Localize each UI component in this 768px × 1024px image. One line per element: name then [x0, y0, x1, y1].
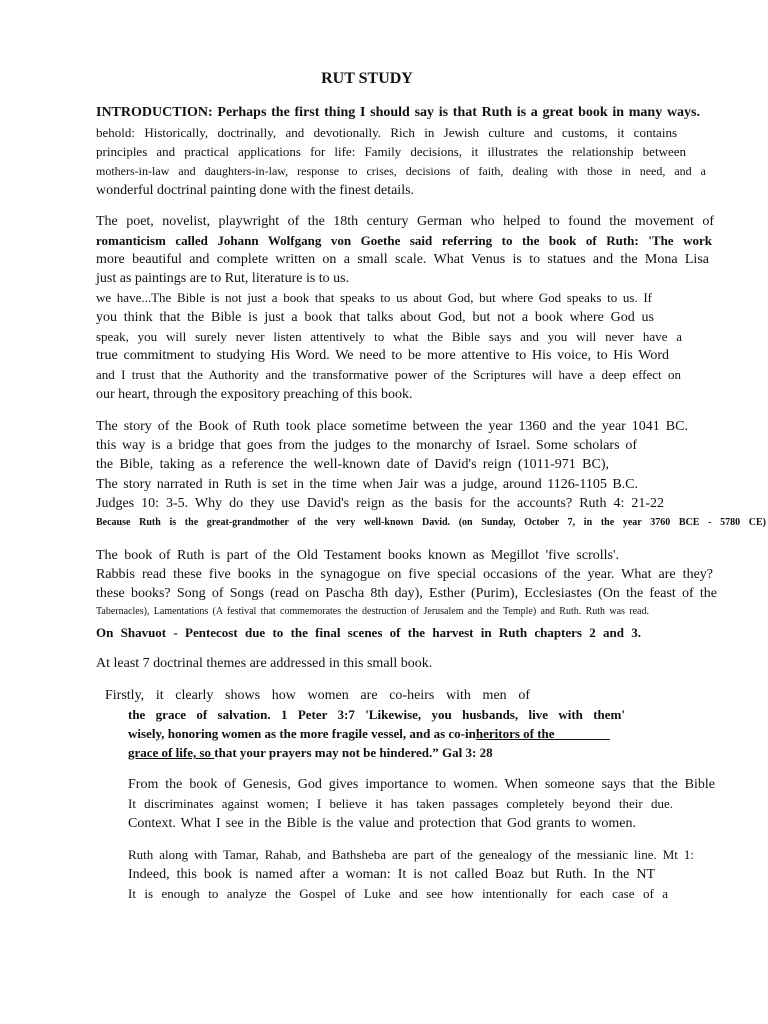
- genealogy-line-2: Indeed, this book is named after a woman: It is not called Boaz but Ruth. In the NT: [128, 867, 655, 882]
- themes-intro: At least 7 doctrinal themes are addressed in this small book.: [96, 656, 433, 671]
- megillot-line-3: these books? Song of Songs (read on Pascha 8th day), Esther (Purim), Ecclesiastes (On the feast of the: [96, 586, 717, 601]
- firstly-line-1: Firstly, it clearly shows how women are co-heirs with men of: [105, 688, 530, 703]
- firstly-line-3-text: wisely, honoring women as the more fragile vessel, and as co-in: [128, 726, 476, 741]
- goethe-line-2: romanticism called Johann Wolfgang von Goethe said referring to the book of Ruth: 'The work: [96, 233, 712, 248]
- story-line-1: The story of the Book of Ruth took place sometime between the year 1360 and the year 1041 BC.: [96, 419, 688, 434]
- story-line-6: Because Ruth is the great-grandmother of the very well-known David. (on Sunday, October 7, in the year 3760 BCE - 5780 CE): [96, 517, 766, 528]
- goethe-line-9: and I trust that the Authority and the transformative power of the Scriptures will have a deep effect on: [96, 367, 681, 382]
- megillot-line-4: Tabernacles), Lamentations (A festival that commemorates the destruction of Jerusalem and the Temple) and Ruth. Ruth was read.: [96, 606, 649, 617]
- genealogy-line-1: Ruth along with Tamar, Rahab, and Bathsheba are part of the genealogy of the messianic line. Mt 1:: [128, 847, 694, 862]
- story-line-3: the Bible, taking as a reference the well-known date of David's reign (1011-971 BC),: [96, 457, 609, 472]
- firstly-line-4-underlined: grace of life, so: [128, 745, 215, 760]
- firstly-line-3: [128, 725, 610, 743]
- goethe-line-6: you think that the Bible is just a book that talks about God, but not a book where God us: [96, 310, 654, 325]
- firstly-line-2: the grace of salvation. 1 Peter 3:7 'Likewise, you husbands, live with them': [128, 707, 625, 722]
- goethe-line-3: more beautiful and complete written on a small scale. What Venus is to statues and the Mona Lisa: [96, 252, 709, 267]
- genealogy-line-3: It is enough to analyze the Gospel of Luke and see how intentionally for each case of a: [128, 886, 668, 901]
- intro-line-5: wonderful doctrinal painting done with the finest details.: [96, 183, 415, 198]
- goethe-line-7: speak, you will surely never listen attentively to what the Bible says and you will never have a: [96, 329, 682, 344]
- goethe-line-8: true commitment to studying His Word. We need to be more attentive to His voice, to His Word: [96, 348, 669, 363]
- story-line-5: Judges 10: 3-5. Why do they use David's reign as the basis for the accounts? Ruth 4: 21-22: [96, 496, 664, 511]
- goethe-line-1: The poet, novelist, playwright of the 18th century German who helped to found the movement of: [96, 214, 714, 229]
- firstly-line-4-text: that your prayers may not be hindered.” Gal 3: 28: [214, 745, 493, 760]
- firstly-line-4: [128, 744, 493, 762]
- intro-line-2: behold: Historically, doctrinally, and devotionally. Rich in Jewish culture and customs, it contains: [96, 125, 677, 140]
- firstly-line-3-underlined: heritors of the: [475, 726, 555, 741]
- story-line-4: The story narrated in Ruth is set in the time when Jair was a judge, around 1126-1105 B.C.: [96, 477, 638, 492]
- goethe-line-5: we have...The Bible is not just a book that speaks to us about God, but where God speaks to us. If: [96, 290, 652, 305]
- intro-line-4: mothers-in-law and daughters-in-law, response to crises, decisions of faith, dealing with those in need, and a: [96, 164, 706, 178]
- genesis-line-2: It discriminates against women; I believe it has taken passages completely beyond their due.: [128, 796, 673, 811]
- goethe-line-4: just as paintings are to Rut, literature is to us.: [96, 271, 350, 286]
- megillot-line-1: The book of Ruth is part of the Old Testament books known as Megillot 'five scrolls'.: [96, 548, 619, 563]
- megillot-line-5: On Shavuot - Pentecost due to the final scenes of the harvest in Ruth chapters 2 and 3.: [96, 625, 641, 640]
- story-line-2: this way is a bridge that goes from the judges to the monarchy of Israel. Some scholars of: [96, 438, 637, 453]
- intro-line-3: principles and practical applications for life: Family decisions, it illustrates the relationship between: [96, 144, 686, 159]
- goethe-line-10: our heart, through the expository preaching of this book.: [96, 387, 413, 402]
- genesis-line-1: From the book of Genesis, God gives importance to women. When someone says that the Bible: [128, 777, 715, 792]
- document-title: RUT STUDY: [321, 70, 413, 87]
- genesis-line-3: Context. What I see in the Bible is the value and protection that God grants to women.: [128, 816, 636, 831]
- intro-line-1: INTRODUCTION: Perhaps the first thing I should say is that Ruth is a great book in many ways.: [96, 105, 700, 120]
- megillot-line-2: Rabbis read these five books in the synagogue on five special occasions of the year. What are they?: [96, 567, 713, 582]
